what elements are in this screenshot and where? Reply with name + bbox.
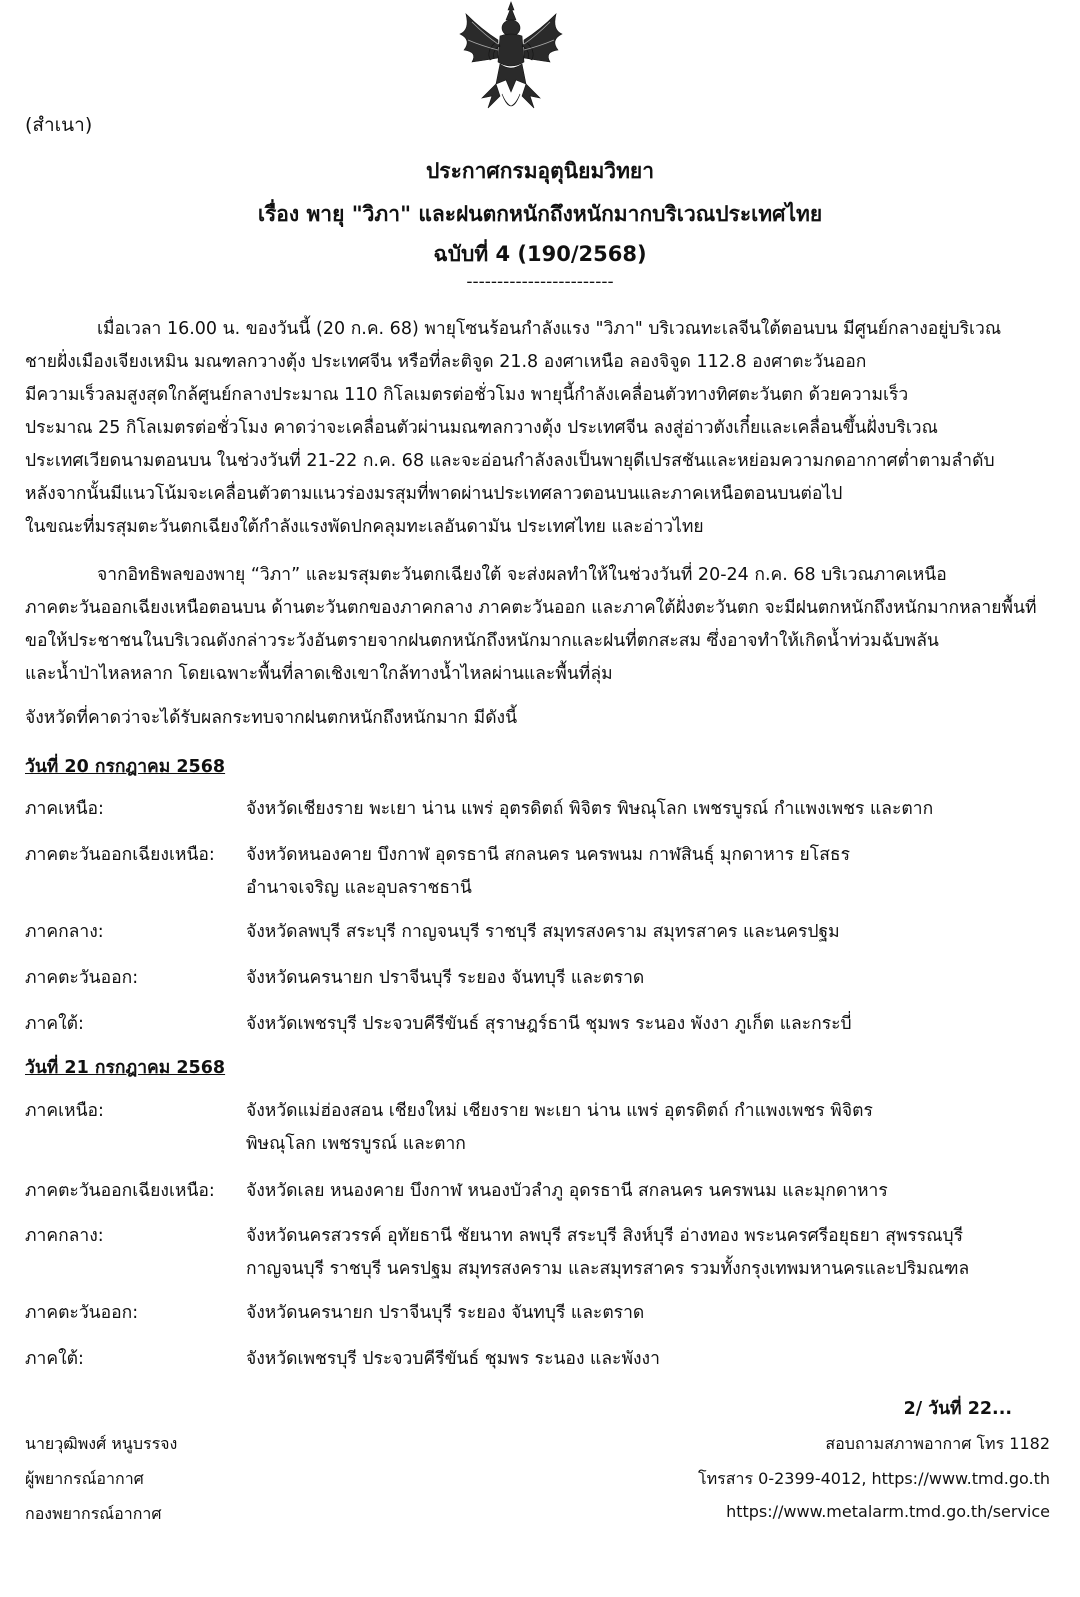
region-label: ภาคตะวันออกเฉียงเหนือ: [25, 845, 215, 865]
paragraph-line: หลังจากนั้นมีแนวโน้มจะเคลื่อนตัวตามแนวร่องมรสุมที่พาดผ่านประเทศลาวตอนบนและภาคเหนือตอนบนต่อไป [25, 484, 843, 504]
announcement-issue: ฉบับที่ 4 (190/2568) [433, 242, 647, 266]
province-line: จังหวัดหนองคาย บึงกาฬ อุดรธานี สกลนคร นครพนม กาฬสินธุ์ มุกดาหาร ยโสธร [246, 845, 850, 865]
paragraph-line: มีความเร็วลมสูงสุดใกล้ศูนย์กลางประมาณ 110 กิโลเมตรต่อชั่วโมง พายุนี้กำลังเคลื่อนตัวทางทิศตะวันตก ด้วยความเร็ว [25, 385, 909, 405]
storm-status-paragraph [25, 313, 1055, 544]
announcement-subject: เรื่อง พายุ "วิภา" และฝนตกหนักถึงหนักมากบริเวณประเทศไทย [257, 202, 823, 226]
paragraph-line: ขอให้ประชาชนในบริเวณดังกล่าวระวังอันตรายจากฝนตกหนักถึงหนักมากและฝนที่ตกสะสม ซึ่งอาจทำให้เกิดน้ำท่วมฉับพลัน [25, 631, 939, 651]
paragraph-line: ในขณะที่มรสุมตะวันตกเฉียงใต้กำลังแรงพัดปกคลุมทะเลอันดามัน ประเทศไทย และอ่าวไทย [25, 517, 704, 537]
provinces-intro-text: จังหวัดที่คาดว่าจะได้รับผลกระทบจากฝนตกหนักถึงหนักมาก มีดังนี้ [25, 708, 518, 728]
region-label: ภาคตะวันออก: [25, 968, 139, 988]
region-label: ภาคกลาง: [25, 922, 104, 942]
region-provinces [246, 1175, 888, 1208]
province-line: จังหวัดแม่ฮ่องสอน เชียงใหม่ เชียงราย พะเยา น่าน แพร่ อุตรดิตถ์ กำแพงเพชร พิจิตร [246, 1101, 873, 1121]
province-line: จังหวัดนครนายก ปราจีนบุรี ระยอง จันทบุรี และตราด [246, 1303, 645, 1323]
region-provinces [246, 916, 840, 949]
province-line: จังหวัดเลย หนองคาย บึงกาฬ หนองบัวลำภู อุดรธานี สกลนคร นครพนม และมุกดาหาร [246, 1181, 888, 1201]
region-provinces [246, 1343, 660, 1376]
province-line: กาญจนบุรี ราชบุรี นครปฐม สมุทรสงคราม และสมุทรสาคร รวมทั้งกรุงเทพมหานครและปริมณฑล [246, 1259, 970, 1279]
contact-phone: สอบถามสภาพอากาศ โทร 1182 [825, 1434, 1050, 1453]
region-provinces [246, 1095, 873, 1161]
continuation-note: 2/ วันที่ 22... [903, 1399, 1012, 1419]
region-label: ภาคใต้: [25, 1349, 84, 1369]
region-label: ภาคตะวันออก: [25, 1303, 139, 1323]
province-line: จังหวัดเชียงราย พะเยา น่าน แพร่ อุตรดิตถ์ พิจิตร พิษณุโลก เพชรบูรณ์ กำแพงเพชร และตาก [246, 799, 934, 819]
province-line: จังหวัดนครสวรรค์ อุทัยธานี ชัยนาท ลพบุรี สระบุรี สิงห์บุรี อ่างทอง พระนครศรีอยุธยา สุพรรณบุรี [246, 1226, 964, 1246]
region-label: ภาคใต้: [25, 1014, 84, 1034]
title-divider: ------------------------ [466, 272, 614, 292]
region-label: ภาคเหนือ: [25, 1101, 104, 1121]
day1-heading: วันที่ 20 กรกฎาคม 2568 [25, 757, 226, 777]
province-line: จังหวัดเพชรบุรี ประจวบคีรีขันธ์ ชุมพร ระนอง และพังงา [246, 1349, 660, 1369]
region-provinces [246, 793, 933, 826]
region-label: ภาคเหนือ: [25, 799, 104, 819]
paragraph-line: ชายฝั่งเมืองเจียงเหมิน มณฑลกวางตุ้ง ประเทศจีน หรือที่ละติจูด 21.8 องศาเหนือ ลองจิจูด 112.8 องศาตะวันออก [25, 352, 867, 372]
signatory-division: กองพยากรณ์อากาศ [25, 1504, 162, 1523]
provinces-intro [25, 702, 1055, 735]
day2-heading: วันที่ 21 กรกฎาคม 2568 [25, 1058, 226, 1078]
paragraph-line: และน้ำป่าไหลหลาก โดยเฉพาะพื้นที่ลาดเชิงเขาใกล้ทางน้ำไหลผ่านและพื้นที่ลุ่ม [25, 664, 613, 684]
paragraph-line: จากอิทธิพลของพายุ “วิภา” และมรสุมตะวันตกเฉียงใต้ จะส่งผลทำให้ในช่วงวันที่ 20-24 ก.ค. 68 บริเวณภาคเหนือ [97, 565, 947, 585]
region-provinces [246, 962, 644, 995]
paragraph-line: ประมาณ 25 กิโลเมตรต่อชั่วโมง คาดว่าจะเคลื่อนตัวผ่านมณฑลกวางตุ้ง ประเทศจีน ลงสู่อ่าวตังเกี๋ยและเคลื่อนขึ้นฝั่งบริเวณ [25, 418, 938, 438]
region-label: ภาคกลาง: [25, 1226, 104, 1246]
province-line: จังหวัดนครนายก ปราจีนบุรี ระยอง จันทบุรี และตราด [246, 968, 645, 988]
signatory-position: ผู้พยากรณ์อากาศ [25, 1469, 144, 1488]
copy-label: (สำเนา) [25, 114, 93, 136]
region-provinces [246, 1008, 852, 1041]
province-line: พิษณุโลก เพชรบูรณ์ และตาก [246, 1134, 466, 1154]
garuda-emblem-icon [452, 0, 570, 118]
paragraph-line: เมื่อเวลา 16.00 น. ของวันนี้ (20 ก.ค. 68) พายุโซนร้อนกำลังแรง "วิภา" บริเวณทะเลจีนใต้ตอนบน มีศูนย์กลางอยู่บริเวณ [97, 319, 1002, 339]
province-line: อำนาจเจริญ และอุบลราชธานี [246, 878, 472, 898]
impact-paragraph [25, 559, 1055, 691]
region-label: ภาคตะวันออกเฉียงเหนือ: [25, 1181, 215, 1201]
contact-service-url: https://www.metalarm.tmd.go.th/service [726, 1502, 1050, 1521]
paragraph-line: ประเทศเวียดนามตอนบน ในช่วงวันที่ 21-22 ก.ค. 68 และจะอ่อนกำลังลงเป็นพายุดีเปรสชันและหย่อมความกดอากาศต่ำตามลำดับ [25, 451, 995, 471]
region-provinces [246, 839, 850, 905]
signatory-name: นายวุฒิพงศ์ หนูบรรจง [25, 1434, 178, 1453]
announcement-title: ประกาศกรมอุตุนิยมวิทยา [425, 159, 655, 183]
contact-fax-web: โทรสาร 0-2399-4012, https://www.tmd.go.th [698, 1469, 1050, 1488]
province-line: จังหวัดลพบุรี สระบุรี กาญจนบุรี ราชบุรี สมุทรสงคราม สมุทรสาคร และนครปฐม [246, 922, 840, 942]
paragraph-line: ภาคตะวันออกเฉียงเหนือตอนบน ด้านตะวันตกของภาคกลาง ภาคตะวันออก และภาคใต้ฝั่งตะวันตก จะมีฝนตกหนักถึงหนักมากหลายพื้นที่ [25, 598, 1037, 618]
region-provinces [246, 1220, 969, 1286]
region-provinces [246, 1297, 644, 1330]
province-line: จังหวัดเพชรบุรี ประจวบคีรีขันธ์ สุราษฎร์ธานี ชุมพร ระนอง พังงา ภูเก็ต และกระบี่ [246, 1014, 852, 1034]
